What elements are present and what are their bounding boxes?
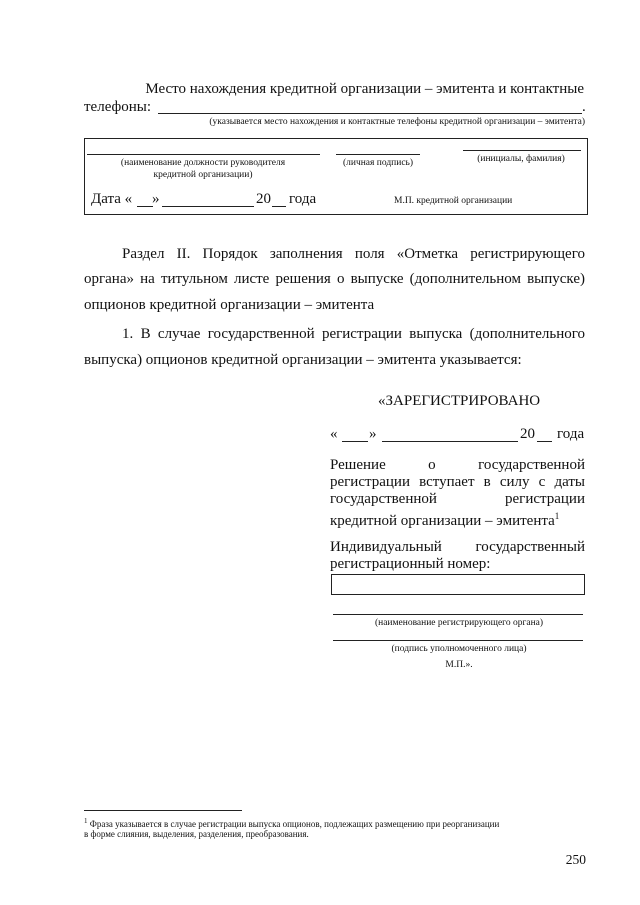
stamp-month-underline bbox=[382, 441, 518, 442]
footnote-line-1-text: Фраза указывается в случае регистрации выпуска опционов, подлежащих размещению при реорганизации bbox=[89, 819, 500, 829]
section-line-2: органа» на титульном листе решения о выпуске (дополнительном выпуске) bbox=[84, 271, 585, 287]
footnote-reference: 1 bbox=[554, 511, 560, 521]
footnote-separator bbox=[84, 810, 242, 811]
location-line-1: Место нахождения кредитной организации – эмитента и контактные bbox=[145, 81, 584, 97]
signature-label: (личная подпись) bbox=[342, 158, 414, 168]
item1-line-2: выпуска) опционов кредитной организации – эмитента указывается: bbox=[84, 352, 522, 368]
position-label-2: кредитной организации) bbox=[153, 170, 253, 180]
date-mid: » bbox=[152, 191, 160, 207]
signature-box bbox=[84, 138, 588, 215]
footnote-line-1 bbox=[84, 816, 594, 830]
location-end-period: . bbox=[582, 99, 586, 115]
authority-underline bbox=[333, 614, 583, 615]
section-line-1: Раздел II. Порядок заполнения поля «Отметка регистрирующего bbox=[122, 246, 585, 262]
phones-underline bbox=[158, 113, 582, 114]
location-line-2: телефоны: bbox=[84, 99, 152, 115]
footnote-line-2: в форме слияния, выделения, разделения, преобразования. bbox=[84, 829, 309, 839]
date-month-underline bbox=[162, 206, 254, 207]
stamp-day-underline bbox=[342, 441, 368, 442]
authority-label: (наименование регистрирующего органа) bbox=[374, 618, 544, 628]
registration-number-line-2: регистрационный номер: bbox=[330, 556, 491, 572]
stamp-date-open: « bbox=[330, 426, 338, 442]
authorized-signature-underline bbox=[333, 640, 583, 641]
stamp-year-underline bbox=[537, 441, 552, 442]
initials-underline bbox=[463, 150, 581, 151]
authorized-signature-label: (подпись уполномоченного лица) bbox=[391, 644, 527, 654]
company-stamp: М.П. кредитной организации bbox=[394, 196, 513, 206]
position-underline bbox=[87, 154, 320, 155]
decision-line-4-text: кредитной организации – эмитента bbox=[330, 513, 555, 529]
decision-line-2: регистрации вступает в силу с даты bbox=[330, 474, 585, 490]
registered-heading: «ЗАРЕГИСТРИРОВАНО bbox=[378, 393, 541, 409]
signature-underline bbox=[336, 154, 420, 155]
stamp-year-suffix: года bbox=[557, 426, 585, 442]
footnote-mark: 1 bbox=[84, 817, 88, 825]
decision-line-3: государственной регистрации bbox=[330, 491, 585, 507]
decision-line-4 bbox=[330, 507, 559, 530]
item1-line-1: 1. В случае государственной регистрации выпуска (дополнительного bbox=[122, 326, 585, 342]
decision-line-1: Решение о государственной bbox=[330, 457, 585, 473]
registration-number-line-1: Индивидуальный государственный bbox=[330, 539, 585, 555]
initials-label: (инициалы, фамилия) bbox=[477, 154, 565, 164]
registration-number-box bbox=[331, 574, 585, 595]
stamp-date-close: » bbox=[369, 426, 377, 442]
date-year-underline bbox=[272, 206, 286, 207]
registration-stamp-mp: М.П.». bbox=[445, 660, 473, 670]
location-note: (указывается место нахождения и контактные телефоны кредитной организации – эмитента) bbox=[209, 117, 585, 127]
date-prefix: Дата « bbox=[91, 191, 133, 207]
date-year-suffix: года bbox=[289, 191, 317, 207]
date-day-underline bbox=[137, 206, 153, 207]
stamp-year-prefix: 20 bbox=[520, 426, 535, 442]
date-year-prefix: 20 bbox=[256, 191, 271, 207]
page-number: 250 bbox=[565, 852, 586, 867]
section-line-3: опционов кредитной организации – эмитента bbox=[84, 297, 375, 313]
position-label-1: (наименование должности руководителя bbox=[120, 158, 286, 168]
